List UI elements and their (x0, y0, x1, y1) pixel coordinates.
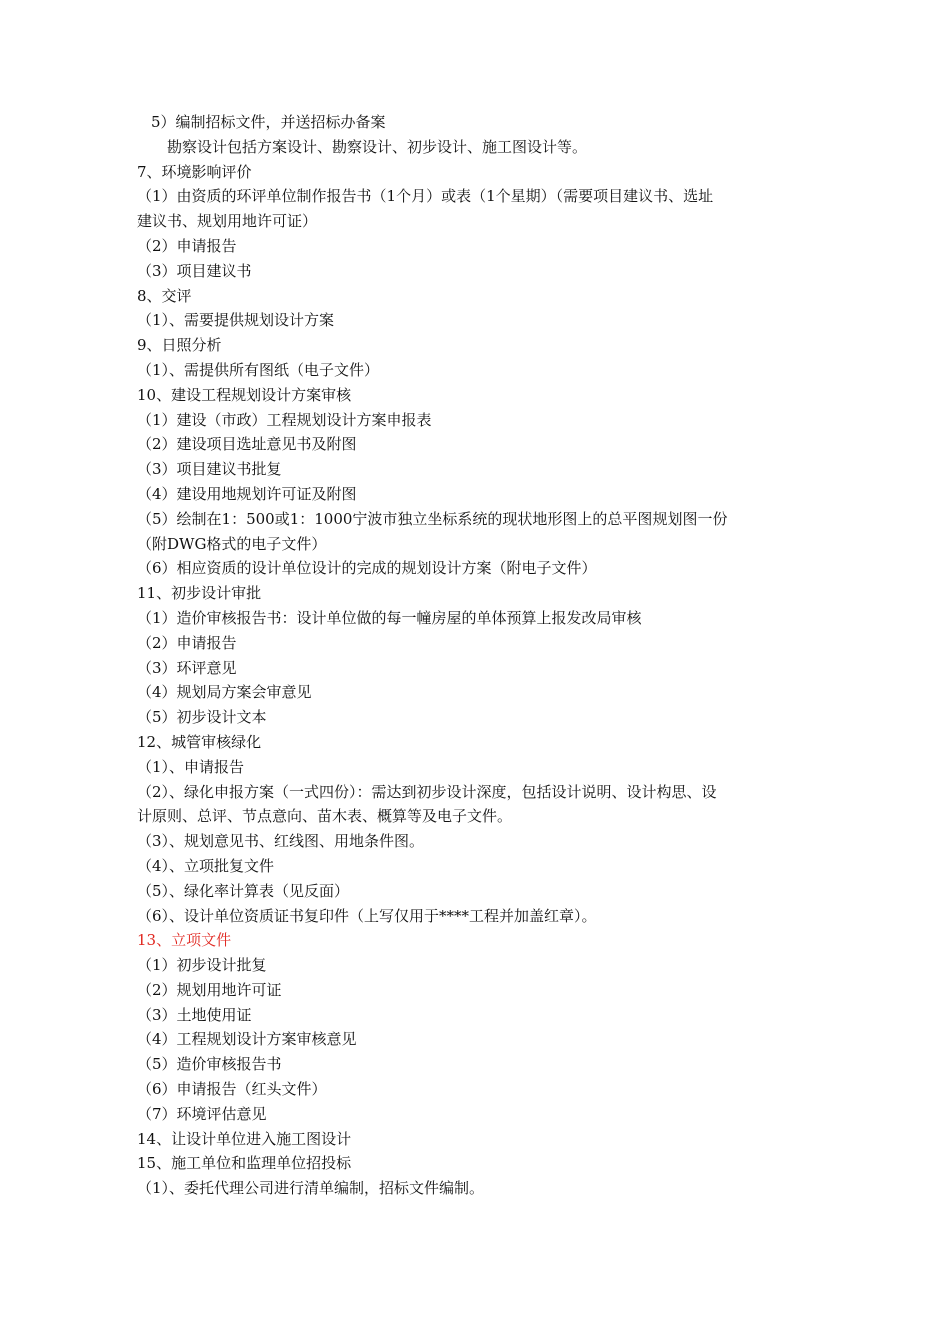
document-line: （6）相应资质的设计单位设计的完成的规划设计方案（附电子文件） (137, 559, 597, 578)
document-line: （4）建设用地规划许可证及附图 (137, 484, 357, 503)
document-line: 建议书、规划用地许可证） (137, 212, 318, 231)
document-line: （1）初步设计批复 (137, 956, 267, 975)
document-line: （5）绘制在1：500或1：1000宁波市独立坐标系统的现状地形图上的总平图规划图一份 (137, 509, 728, 528)
document-line: （3）土地使用证 (137, 1005, 252, 1024)
document-line: （3）项目建议书批复 (137, 460, 282, 479)
highlighted-heading-line: 13、立项文件 (137, 931, 232, 950)
document-line: （1）、申请报告 (137, 757, 245, 776)
document-line: （4）、立项批复文件 (137, 856, 275, 875)
document-line: （3）、规划意见书、红线图、用地条件图。 (137, 832, 425, 851)
document-line: 12、城管审核绿化 (137, 732, 262, 751)
document-line: （附DWG格式的电子文件） (137, 534, 327, 553)
document-line: （4）规划局方案会审意见 (137, 683, 312, 702)
document-line: 勘察设计包括方案设计、勘察设计、初步设计、施工图设计等。 (167, 137, 588, 156)
document-line: （1）造价审核报告书：设计单位做的每一幢房屋的单体预算上报发改局审核 (137, 608, 642, 627)
document-line: （4）工程规划设计方案审核意见 (137, 1030, 357, 1049)
document-line: （3）环评意见 (137, 658, 237, 677)
document-line: 计原则、总评、节点意向、苗木表、概算等及电子文件。 (137, 807, 513, 826)
document-line: （2）、绿化申报方案（一式四份）：需达到初步设计深度，包括设计说明、设计构思、设 (137, 782, 717, 801)
document-line: （2）建设项目选址意见书及附图 (137, 435, 357, 454)
document-line: 9、日照分析 (137, 336, 222, 355)
document-line: （3）项目建议书 (137, 261, 252, 280)
document-line: （2）申请报告 (137, 633, 237, 652)
document-line: （7）环境评估意见 (137, 1104, 267, 1123)
document-line: （2）申请报告 (137, 236, 237, 255)
document-line: （5）造价审核报告书 (137, 1055, 282, 1074)
document-line: （5）初步设计文本 (137, 708, 267, 727)
document-line: 8、交评 (137, 286, 192, 305)
document-line: （6）、设计单位资质证书复印件（上写仅用于****工程并加盖红章）。 (137, 906, 597, 925)
document-line: 14、让设计单位进入施工图设计 (137, 1129, 352, 1148)
document-line: 10、建设工程规划设计方案审核 (137, 385, 352, 404)
document-line: （1）、需要提供规划设计方案 (137, 311, 335, 330)
document-line: （1）、委托代理公司进行清单编制，招标文件编制。 (137, 1179, 485, 1198)
document-line: 7、环境影响评价 (137, 162, 252, 181)
document-line: （2）规划用地许可证 (137, 980, 282, 999)
document-line: （5）、绿化率计算表（见反面） (137, 881, 350, 900)
document-line: （1）由资质的环评单位制作报告书（1个月）或表（1个星期）（需要项目建议书、选址 (137, 187, 714, 206)
document-line: 15、施工单位和监理单位招投标 (137, 1154, 352, 1173)
document-line: （6）申请报告（红头文件） (137, 1080, 327, 1099)
document-line: 5）编制招标文件，并送招标办备案 (151, 113, 386, 131)
document-body (137, 110, 817, 1201)
document-line: 11、初步设计审批 (137, 584, 262, 603)
document-line: （1）、需提供所有图纸（电子文件） (137, 360, 380, 379)
document-line: （1）建设（市政）工程规划设计方案申报表 (137, 410, 432, 429)
